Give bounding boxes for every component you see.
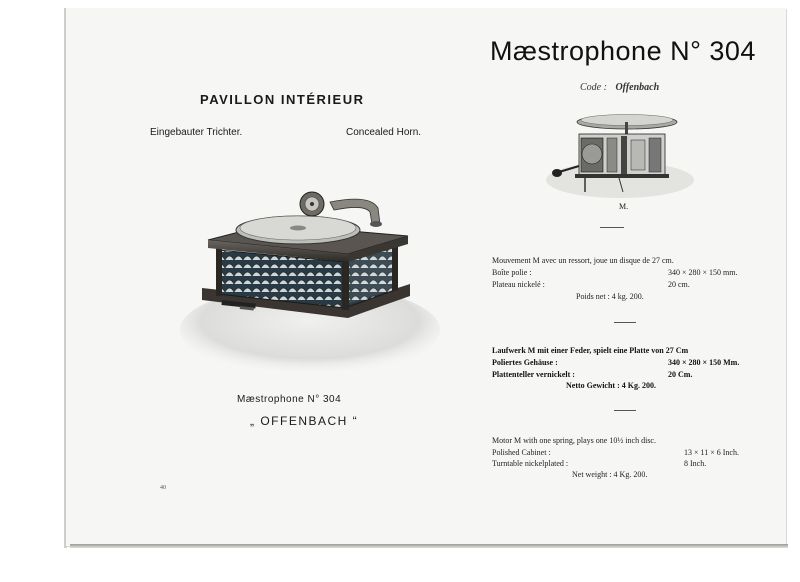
- german-line-2-label: Poliertes Gehäuse :: [492, 358, 558, 367]
- english-line-4: Net weight : 4 Kg. 200.: [572, 470, 648, 479]
- french-line-3-value: 20 cm.: [668, 280, 690, 289]
- gramophone-motor-illustration: [545, 108, 695, 200]
- german-line-2-value: 340 × 280 × 150 Mm.: [668, 358, 740, 367]
- german-line-1: Laufwerk M mit einer Feder, spielt eine Platte von 27 Cm: [492, 346, 689, 355]
- french-line-3-label: Plateau nickelé :: [492, 280, 545, 289]
- page-number: 40: [160, 485, 166, 491]
- page-shadow: [70, 544, 788, 548]
- subtitle-german: Eingebauter Trichter.: [150, 127, 243, 138]
- illustration-caption: Mæstrophone N° 304: [237, 394, 342, 405]
- subtitle-english: Concealed Horn.: [346, 127, 422, 138]
- section-heading: PAVILLON INTÉRIEUR: [200, 92, 365, 107]
- code-label: Code :: [580, 82, 607, 93]
- english-line-3-value: 8 Inch.: [684, 459, 707, 468]
- french-line-2-value: 340 × 280 × 150 mm.: [668, 268, 738, 277]
- code-line: [580, 82, 659, 93]
- english-line-1: Motor M with one spring, plays one 10½ inch disc.: [492, 436, 656, 445]
- french-line-1: Mouvement M avec un ressort, joue un disque de 27 cm.: [492, 256, 674, 265]
- divider: [614, 410, 636, 411]
- english-line-3-label: Turntable nickelplated :: [492, 459, 569, 468]
- french-line-4: Poids net : 4 kg. 200.: [576, 292, 644, 301]
- illustration-code: „ OFFENBACH “: [250, 414, 359, 428]
- german-line-4: Netto Gewicht : 4 Kg. 200.: [566, 381, 656, 390]
- divider: [600, 227, 624, 228]
- english-line-2-label: Polished Cabinet :: [492, 448, 551, 457]
- divider: [614, 322, 636, 323]
- motor-label: M.: [619, 202, 629, 211]
- gramophone-cabinet-illustration: [180, 180, 450, 380]
- english-line-2-value: 13 × 11 × 6 Inch.: [684, 448, 739, 457]
- page-title: Mæstrophone N° 304: [490, 36, 756, 66]
- code-value: Offenbach: [615, 82, 660, 93]
- german-line-3-label: Plattenteller vernickelt :: [492, 370, 575, 379]
- french-line-2-label: Boîte polie :: [492, 268, 532, 277]
- german-line-3-value: 20 Cm.: [668, 370, 693, 379]
